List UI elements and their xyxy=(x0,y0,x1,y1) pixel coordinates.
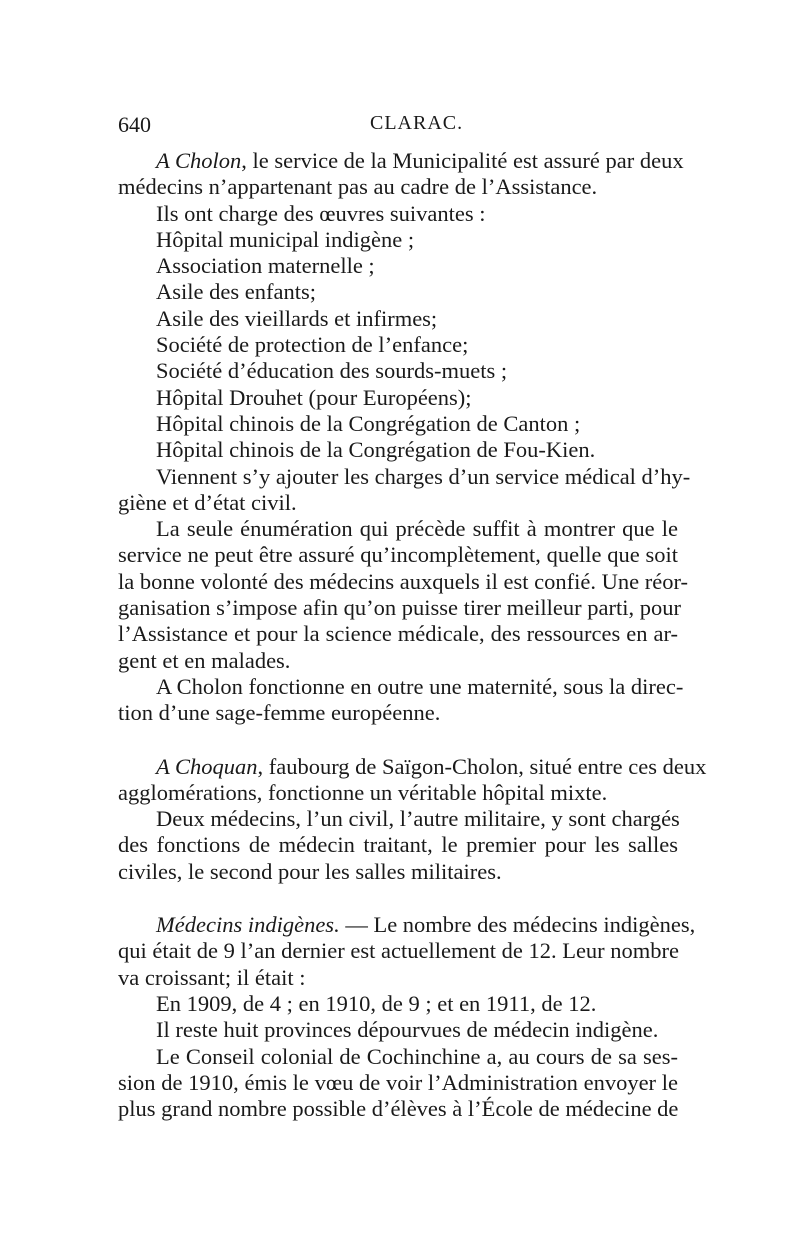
text-line: A Cholon, le service de la Municipalité est assuré par deux xyxy=(156,148,684,173)
text-line: agglomérations, fonctionne un véritable hôpital mixte. xyxy=(118,779,608,805)
text-line: tion d’une sage-femme européenne. xyxy=(118,700,441,726)
text-line: Viennent s’y ajouter les charges d’un service médical d’hy- xyxy=(156,463,691,489)
list-item: Société d’éducation des sourds-muets ; xyxy=(156,358,508,384)
text-line: plus grand nombre possible d’élèves à l’École de médecine de xyxy=(118,1096,679,1122)
text-line: sion de 1910, émis le vœu de voir l’Administration envoyer le xyxy=(118,1069,678,1095)
text-line: La seule énumération qui précède suffit à montrer que le xyxy=(156,516,678,542)
text-line: A Cholon fonctionne en outre une maternité, sous la direc- xyxy=(156,673,684,699)
text-line: civiles, le second pour les salles militaires. xyxy=(118,858,502,884)
text-line: gent et en malades. xyxy=(118,647,291,673)
list-item: Asile des vieillards et infirmes; xyxy=(156,305,438,331)
list-item: Hôpital Drouhet (pour Européens); xyxy=(156,384,472,410)
text-line: ganisation s’impose afin qu’on puisse tirer meilleur parti, pour xyxy=(118,595,681,621)
text-line: service ne peut être assuré qu’incomplètement, quelle que soit xyxy=(118,542,678,568)
text-line: Médecins indigènes. — Le nombre des médecins indigènes, xyxy=(156,912,696,938)
text-line: A Choquan, faubourg de Saïgon-Cholon, situé entre ces deux xyxy=(156,753,707,779)
text-line: la bonne volonté des médecins auxquels il est confié. Une réor- xyxy=(118,568,688,594)
list-item: Société de protection de l’enfance; xyxy=(156,332,469,358)
text-line: médecins n’appartenant pas au cadre de l’Assistance. xyxy=(118,174,598,200)
section-gap xyxy=(118,885,678,912)
list-item: Hôpital chinois de la Congrégation de Canton ; xyxy=(156,410,581,436)
text-line: Deux médecins, l’un civil, l’autre militaire, y sont chargés xyxy=(156,806,680,832)
page-number: 640 xyxy=(118,112,151,137)
running-head: CLARAC. xyxy=(370,112,464,134)
page-header xyxy=(118,112,678,140)
text-line: giène et d’état civil. xyxy=(118,489,297,515)
text-line: Il reste huit provinces dépourvues de médecin indigène. xyxy=(156,1017,659,1043)
italic-lead: A Cholon xyxy=(156,148,242,173)
italic-lead: Médecins indigènes. xyxy=(156,912,340,938)
text-line: Le Conseil colonial de Cochinchine a, au cours de sa ses- xyxy=(156,1043,678,1069)
text-line: En 1909, de 4 ; en 1910, de 9 ; et en 1911, de 12. xyxy=(156,990,597,1016)
text-line: des fonctions de médecin traitant, le premier pour les salles xyxy=(118,832,678,858)
list-item: Hôpital chinois de la Congrégation de Fou-Kien. xyxy=(156,437,596,463)
text-line: l’Assistance et pour la science médicale, des ressources en ar- xyxy=(118,621,678,647)
text-line: qui était de 9 l’an dernier est actuellement de 12. Leur nombre xyxy=(118,938,680,964)
list-item: Association maternelle ; xyxy=(156,253,375,279)
list-item: Hôpital municipal indigène ; xyxy=(156,226,415,252)
italic-lead: A Choquan xyxy=(156,753,258,779)
section-gap xyxy=(118,727,678,754)
text-line: Ils ont charge des œuvres suivantes : xyxy=(156,200,486,226)
text-line: va croissant; il était : xyxy=(118,964,306,990)
list-item: Asile des enfants; xyxy=(156,279,316,305)
body-text xyxy=(118,148,707,1122)
